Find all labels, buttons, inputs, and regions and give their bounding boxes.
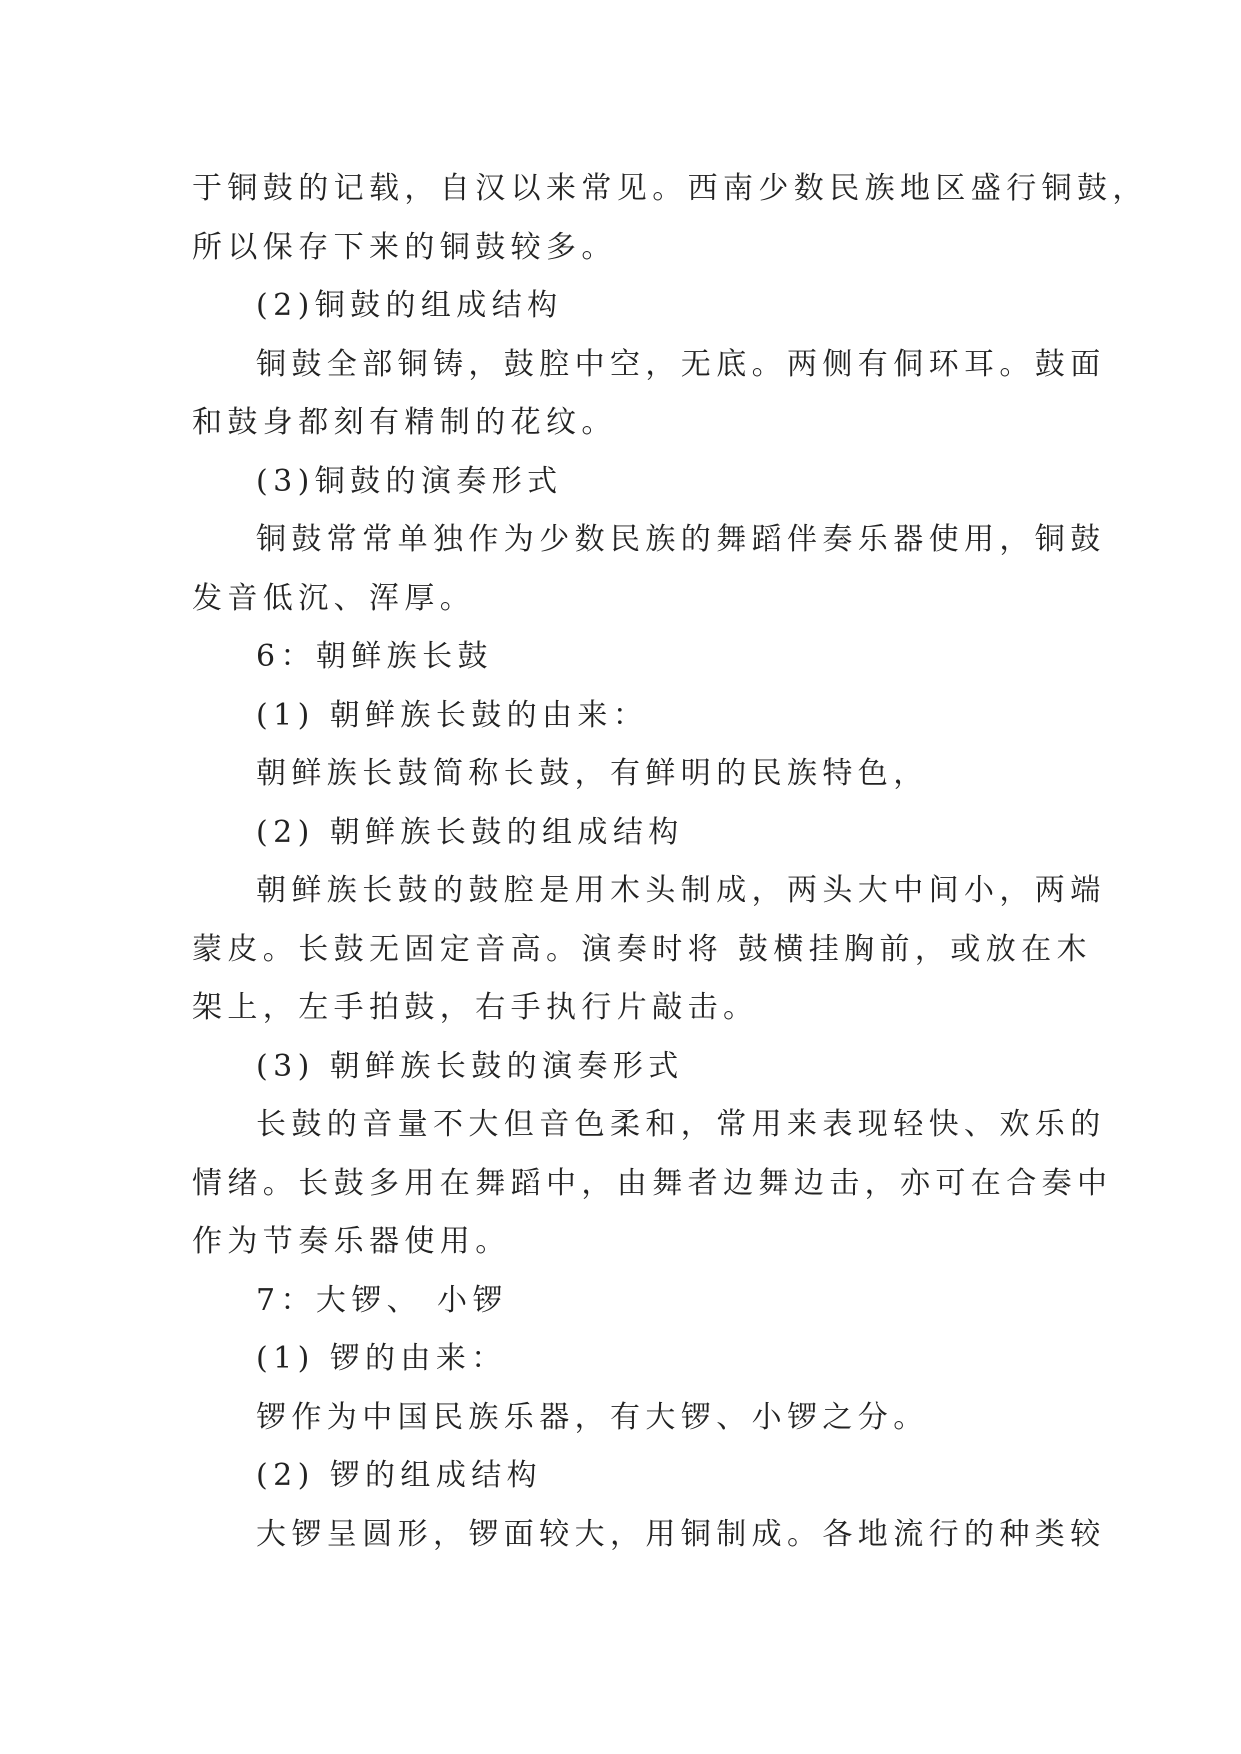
text-line: 情绪。长鼓多用在舞蹈中，由舞者边舞边击，亦可在合奏中: [192, 1165, 1113, 1201]
text-line: 作为节奏乐器使用。: [192, 1224, 511, 1259]
text-line: 蒙皮。长鼓无固定音高。演奏时将 鼓横挂胸前，或放在木: [192, 931, 1092, 967]
text-line: 长鼓的音量不大但音色柔和，常用来表现轻快、欢乐的: [256, 1107, 1106, 1142]
text-line: 于铜鼓的记载，自汉以来常见。西南少数民族地区盛行铜鼓，: [192, 171, 1148, 206]
section-heading: (2)铜鼓的组成结构: [256, 288, 563, 323]
section-heading: (3) 朝鲜族长鼓的演奏形式: [256, 1048, 684, 1084]
text-line: 和鼓身都刻有精制的花纹。: [192, 405, 617, 440]
text-line: 大锣呈圆形，锣面较大，用铜制成。各地流行的种类较: [256, 1516, 1106, 1552]
text-line: 铜鼓全部铜铸，鼓腔中空，无底。两侧有侗环耳。鼓面: [256, 346, 1106, 382]
body-text: [192, 160, 1148, 1564]
section-heading: (1) 朝鲜族长鼓的由来：: [256, 697, 649, 733]
item-heading: 7：大锣、 小锣: [256, 1282, 508, 1318]
section-heading: (3)铜鼓的演奏形式: [256, 463, 563, 499]
section-heading: (1) 锣的由来：: [256, 1341, 507, 1376]
section-heading: (2) 锣的组成结构: [256, 1458, 543, 1493]
text-line: 朝鲜族长鼓的鼓腔是用木头制成，两头大中间小，两端: [256, 873, 1106, 908]
text-line: 架上，左手拍鼓，右手执行片敲击。: [192, 990, 759, 1025]
text-line: 发音低沉、浑厚。: [192, 580, 476, 616]
text-line: 朝鲜族长鼓简称长鼓，有鲜明的民族特色，: [256, 756, 929, 791]
text-line: 锣作为中国民族乐器，有大锣、小锣之分。: [256, 1399, 929, 1435]
section-heading: (2) 朝鲜族长鼓的组成结构: [256, 814, 684, 850]
text-line: 铜鼓常常单独作为少数民族的舞蹈伴奏乐器使用，铜鼓: [256, 522, 1106, 557]
item-heading: 6：朝鲜族长鼓: [256, 639, 493, 674]
text-line: 所以保存下来的铜鼓较多。: [192, 229, 617, 265]
